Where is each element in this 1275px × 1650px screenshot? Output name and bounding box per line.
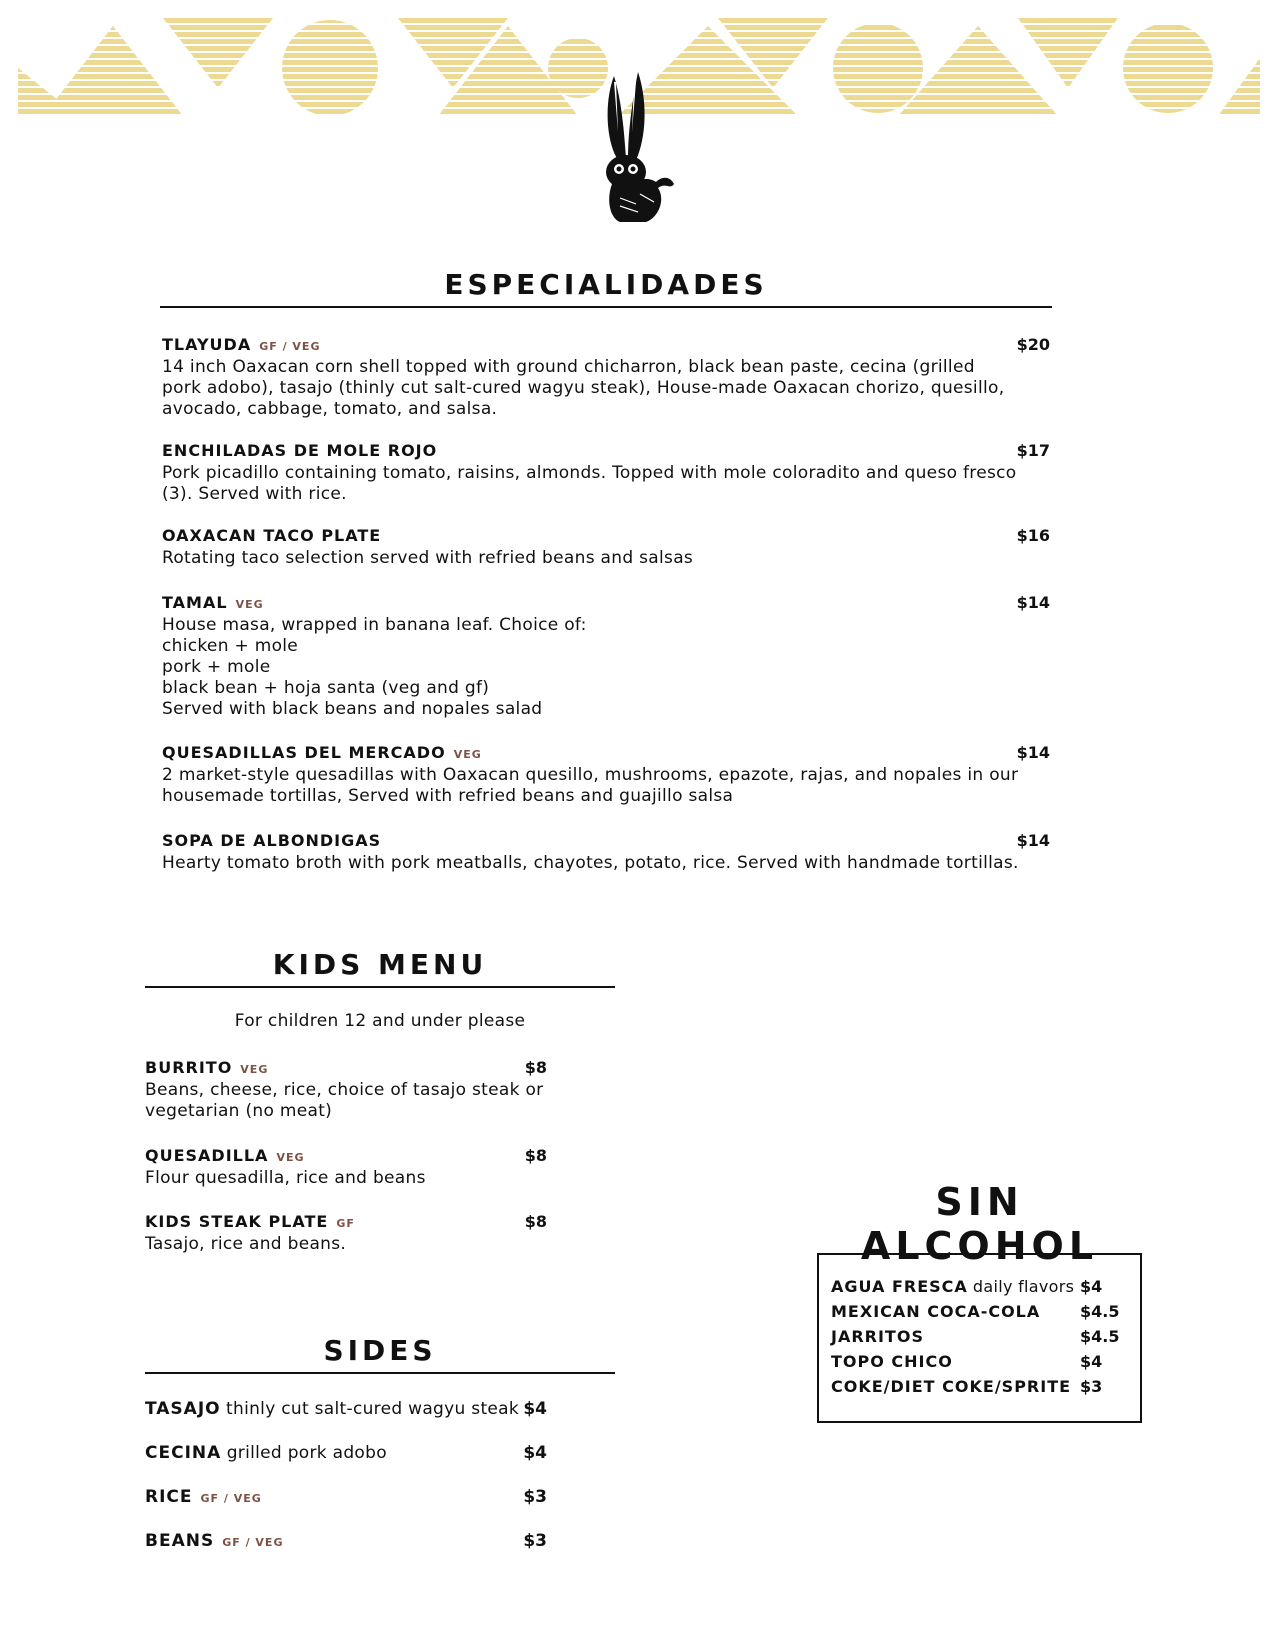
item-description: Flour quesadilla, rice and beans bbox=[145, 1168, 426, 1188]
menu-item-taco-plate bbox=[162, 526, 1050, 569]
drink-topo-chico bbox=[831, 1352, 1131, 1376]
drink-price: $4.5 bbox=[1080, 1327, 1120, 1346]
drink-name: COKE/DIET COKE/SPRITE bbox=[831, 1377, 1072, 1396]
sides-title: SIDES bbox=[323, 1334, 437, 1367]
menu-item-enchiladas bbox=[162, 441, 1050, 505]
item-price: $16 bbox=[1016, 526, 1050, 545]
drink-description: daily flavors bbox=[972, 1277, 1075, 1296]
rabbit-logo-icon bbox=[596, 72, 680, 230]
side-item-cecina bbox=[145, 1443, 547, 1467]
item-price: $8 bbox=[524, 1058, 547, 1077]
dietary-tag: VEG bbox=[240, 1063, 269, 1076]
dietary-tag: GF bbox=[336, 1217, 355, 1230]
side-description: thinly cut salt-cured wagyu steak bbox=[226, 1399, 520, 1419]
item-price: $17 bbox=[1016, 441, 1050, 460]
side-name: TASAJO bbox=[145, 1399, 221, 1419]
menu-item-tlayuda bbox=[162, 335, 1050, 420]
drink-price: $4.5 bbox=[1080, 1302, 1120, 1321]
item-description: Pork picadillo containing tomato, raisins, almonds. Topped with mole coloradito and queso fresco (3). Served with rice. bbox=[162, 463, 1017, 504]
side-price: $4 bbox=[523, 1399, 547, 1419]
sides-divider bbox=[145, 1372, 615, 1374]
item-price: $8 bbox=[524, 1146, 547, 1165]
item-description: House masa, wrapped in banana leaf. Choice of: chicken + mole pork + mole black bean + hoja santa (veg and gf) Served with black beans and nopales salad bbox=[162, 615, 587, 719]
item-name: OAXACAN TACO PLATE bbox=[162, 526, 382, 545]
item-description: Tasajo, rice and beans. bbox=[145, 1234, 347, 1254]
item-price: $8 bbox=[524, 1212, 547, 1231]
item-name: TAMAL bbox=[162, 593, 228, 612]
side-item-tasajo bbox=[145, 1399, 547, 1423]
drink-price: $3 bbox=[1080, 1377, 1103, 1396]
sin-alcohol-title: SIN ALCOHOL bbox=[860, 1180, 1099, 1268]
item-name: TLAYUDA bbox=[162, 335, 252, 354]
drink-jarritos bbox=[831, 1327, 1131, 1351]
item-description: Rotating taco selection served with refried beans and salsas bbox=[162, 548, 694, 568]
item-name: QUESADILLAS DEL MERCADO bbox=[162, 743, 446, 762]
kids-item-steak-plate bbox=[145, 1212, 547, 1255]
drink-name: AGUA FRESCA bbox=[831, 1277, 968, 1296]
item-description: Beans, cheese, rice, choice of tasajo steak or vegetarian (no meat) bbox=[145, 1080, 544, 1121]
side-item-rice bbox=[145, 1487, 547, 1511]
side-price: $4 bbox=[523, 1443, 547, 1463]
drink-price: $4 bbox=[1080, 1352, 1103, 1371]
side-item-beans bbox=[145, 1531, 547, 1555]
kids-item-quesadilla bbox=[145, 1146, 547, 1189]
menu-item-tamal bbox=[162, 593, 1050, 720]
dietary-tag: GF / VEG bbox=[222, 1536, 284, 1549]
side-name: RICE bbox=[145, 1487, 193, 1507]
item-price: $14 bbox=[1016, 831, 1050, 850]
dietary-tag: VEG bbox=[276, 1151, 305, 1164]
drink-name: JARRITOS bbox=[831, 1327, 924, 1346]
side-price: $3 bbox=[523, 1487, 547, 1507]
kids-item-burrito bbox=[145, 1058, 547, 1122]
drink-agua-fresca bbox=[831, 1277, 1131, 1301]
item-description: 2 market-style quesadillas with Oaxacan quesillo, mushrooms, epazote, rajas, and nopales in our housemade tortillas, Served with refried beans and guajillo salsa bbox=[162, 765, 1019, 806]
side-description: grilled pork adobo bbox=[226, 1443, 387, 1463]
side-name: BEANS bbox=[145, 1531, 215, 1551]
item-price: $14 bbox=[1016, 593, 1050, 612]
dietary-tag: VEG bbox=[235, 598, 264, 611]
kids-menu-divider bbox=[145, 986, 615, 988]
menu-item-quesadillas-mercado bbox=[162, 743, 1050, 807]
drinks-box bbox=[817, 1253, 1142, 1423]
drink-coke-diet-sprite bbox=[831, 1377, 1131, 1401]
kids-menu-note: For children 12 and under please bbox=[234, 1011, 526, 1031]
especialidades-divider bbox=[160, 306, 1052, 308]
item-description: Hearty tomato broth with pork meatballs, chayotes, potato, rice. Served with handmade tortillas. bbox=[162, 853, 1019, 873]
item-price: $20 bbox=[1016, 335, 1050, 354]
side-name: CECINA bbox=[145, 1443, 222, 1463]
dietary-tag: GF / VEG bbox=[200, 1492, 262, 1505]
drink-name: TOPO CHICO bbox=[831, 1352, 953, 1371]
item-name: ENCHILADAS DE MOLE ROJO bbox=[162, 441, 438, 460]
item-name: SOPA DE ALBONDIGAS bbox=[162, 831, 382, 850]
item-name: QUESADILLA bbox=[145, 1146, 269, 1165]
item-name: BURRITO bbox=[145, 1058, 233, 1077]
drink-price: $4 bbox=[1080, 1277, 1103, 1296]
dietary-tag: VEG bbox=[453, 748, 482, 761]
dietary-tag: GF / VEG bbox=[259, 340, 321, 353]
menu-item-sopa bbox=[162, 831, 1050, 874]
item-description: 14 inch Oaxacan corn shell topped with ground chicharron, black bean paste, cecina (grilled pork adobo), tasajo (thinly cut salt-cured wagyu steak), House-made Oaxacan chorizo, quesillo, avocado, cabbage, tomato, and salsa. bbox=[162, 357, 1005, 419]
side-price: $3 bbox=[523, 1531, 547, 1551]
drink-mexican-coca-cola bbox=[831, 1302, 1131, 1326]
kids-menu-title: KIDS MENU bbox=[272, 948, 488, 981]
especialidades-title: ESPECIALIDADES bbox=[444, 268, 768, 301]
item-price: $14 bbox=[1016, 743, 1050, 762]
item-name: KIDS STEAK PLATE bbox=[145, 1212, 329, 1231]
drink-name: MEXICAN COCA-COLA bbox=[831, 1302, 1041, 1321]
